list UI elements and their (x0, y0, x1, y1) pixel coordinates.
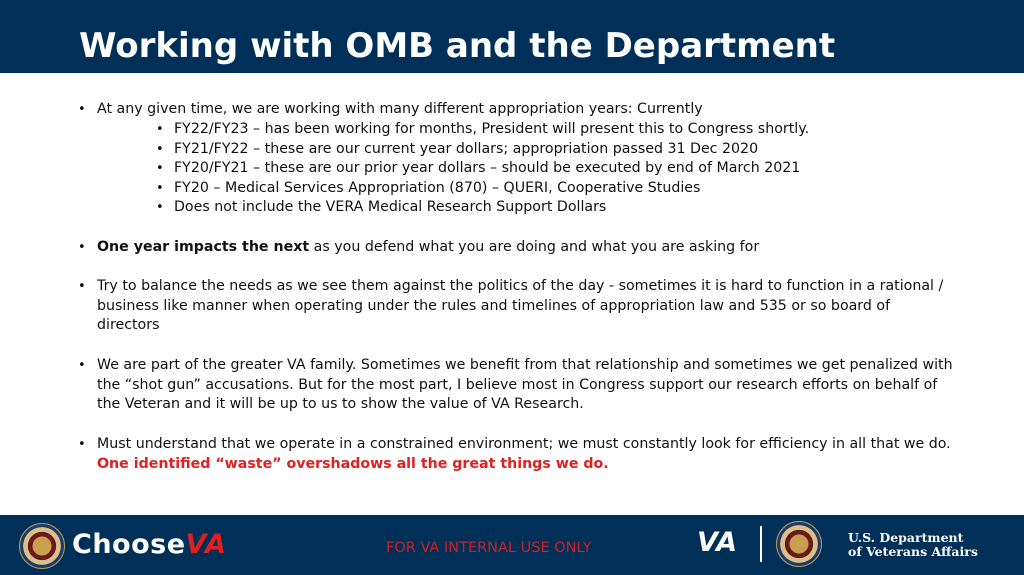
bullet-3-line-2: business like manner when operating under the rules and timelines of appropriation law and 535 or so board of (97, 298, 891, 314)
department-line-2: of Veterans Affairs (848, 544, 978, 559)
bullet-4-line-3: the Veteran and it will be up to us to show the value of VA Research. (97, 396, 584, 412)
sub-bullet-dot: • (156, 200, 164, 215)
sub-bullet-dot: • (156, 142, 164, 157)
bullet-1-text: At any given time, we are working with many different appropriation years: Currently (97, 101, 703, 117)
department-name (848, 531, 978, 559)
department-line-1: U.S. Department (848, 530, 964, 545)
sub-bullet-dot: • (156, 122, 164, 137)
bullet-3-line-3: directors (97, 317, 160, 333)
sub-bullet-2: FY21/FY22 – these are our current year dollars; appropriation passed 31 Dec 2020 (174, 141, 759, 157)
internal-use-label: FOR VA INTERNAL USE ONLY (386, 540, 592, 556)
bullet-2-emphasis: One year impacts the next (97, 239, 310, 255)
bullet-3-line-1: Try to balance the needs as we see them against the politics of the day - sometimes it is hard to function in a rational / (97, 278, 944, 294)
bullet-2-rest: as you defend what you are doing and what you are asking for (309, 239, 760, 255)
bullet-dot: • (78, 437, 86, 452)
va-seal-icon (19, 523, 65, 569)
bullet-4-line-2: the “shot gun” accusations. But for the most part, I believe most in Congress support our research efforts on behalf of (97, 377, 938, 393)
sub-bullet-dot: • (156, 161, 164, 176)
bullet-5-line-1: Must understand that we operate in a constrained environment; we must constantly look for efficiency in all that we do. (97, 436, 951, 452)
choose-text: Choose (72, 529, 186, 560)
choose-va-text: VA (185, 529, 227, 560)
department-seal-icon (776, 521, 822, 567)
sub-bullet-1: FY22/FY23 – has been working for months, President will present this to Congress shortly. (174, 121, 810, 137)
bullet-dot: • (78, 358, 86, 373)
bullet-dot: • (78, 240, 86, 255)
bullet-dot: • (78, 102, 86, 117)
sub-bullet-3: FY20/FY21 – these are our prior year dollars – should be executed by end of March 2021 (174, 160, 801, 176)
bullet-5-red-line: One identified “waste” overshadows all the great things we do. (97, 456, 609, 472)
sub-bullet-dot: • (156, 181, 164, 196)
choose-va-logo (72, 529, 227, 561)
bullet-4-line-1: We are part of the greater VA family. Sometimes we benefit from that relationship and sometimes we get penalized with (97, 357, 953, 373)
sub-bullet-4: FY20 – Medical Services Appropriation (870) – QUERI, Cooperative Studies (174, 180, 701, 196)
bullet-dot: • (78, 279, 86, 294)
bullet-2-text (97, 238, 759, 258)
sub-bullet-5: Does not include the VERA Medical Research Support Dollars (174, 199, 607, 215)
header-bar (0, 0, 1024, 73)
va-logo: VA (697, 527, 737, 558)
logo-divider (760, 526, 762, 562)
slide-title: Working with OMB and the Department (79, 26, 836, 66)
